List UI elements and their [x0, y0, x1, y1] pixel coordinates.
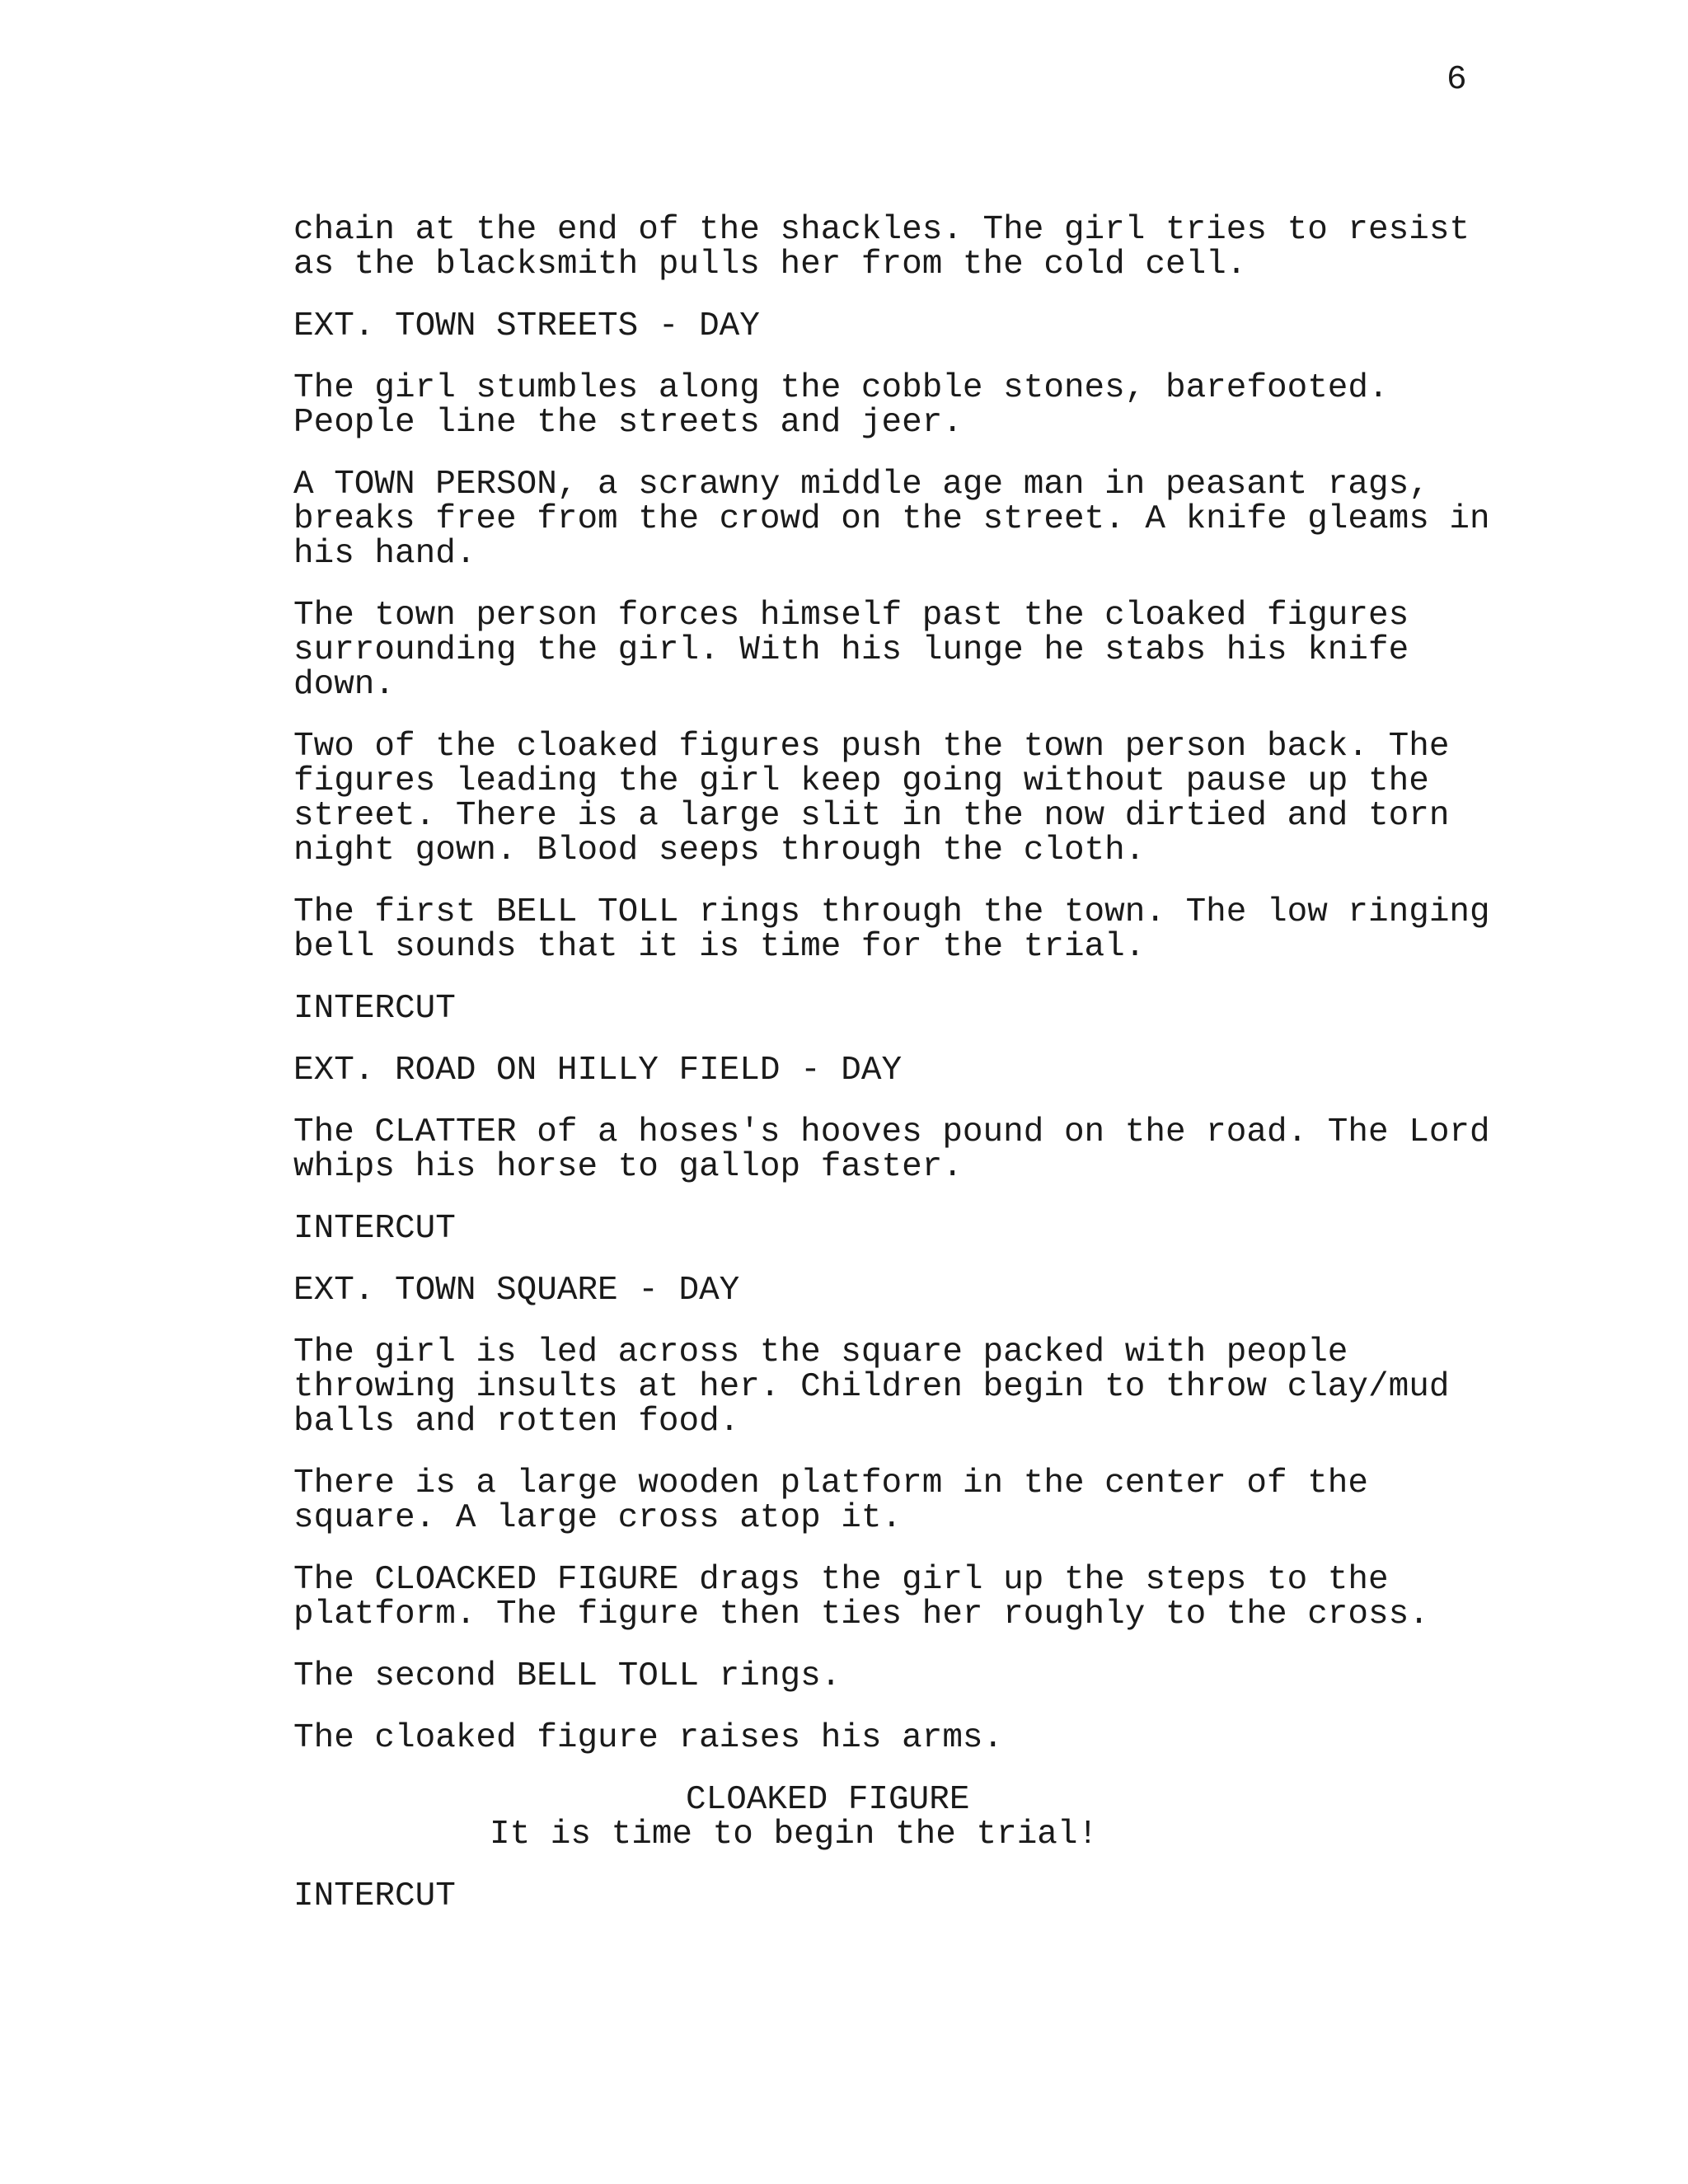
scene-heading: EXT. TOWN SQUARE - DAY: [293, 1272, 740, 1310]
dialogue-line: It is time to begin the trial!: [490, 1816, 1099, 1854]
action-paragraph: The first BELL TOLL rings through the town. The low ringing bell sounds that it is time for the trial.: [293, 893, 1490, 966]
action-paragraph: The second BELL TOLL rings.: [293, 1657, 842, 1695]
page-number: 6: [1447, 61, 1467, 99]
action-paragraph: chain at the end of the shackles. The girl tries to resist as the blacksmith pulls her from the cold cell.: [293, 211, 1470, 284]
action-paragraph: A TOWN PERSON, a scrawny middle age man in peasant rags, breaks free from the crowd on the street. A knife gleams in his hand.: [293, 466, 1490, 573]
action-paragraph: There is a large wooden platform in the center of the square. A large cross atop it.: [293, 1465, 1369, 1537]
action-paragraph: The girl is led across the square packed with people throwing insults at her. Children begin to throw clay/mud balls and rotten food.: [293, 1333, 1450, 1441]
action-paragraph: The CLATTER of a hoses's hooves pound on the road. The Lord whips his horse to gallop faster.: [293, 1113, 1490, 1186]
transition: INTERCUT: [293, 990, 456, 1028]
character-name: CLOAKED FIGURE: [686, 1781, 970, 1819]
transition: INTERCUT: [293, 1877, 456, 1915]
scene-heading: EXT. TOWN STREETS - DAY: [293, 307, 760, 345]
action-paragraph: The town person forces himself past the cloaked figures surrounding the girl. With his lunge he stabs his knife down.: [293, 597, 1409, 704]
action-paragraph: The CLOACKED FIGURE drags the girl up the steps to the platform. The figure then ties her roughly to the cross.: [293, 1561, 1429, 1633]
action-paragraph: Two of the cloaked figures push the town person back. The figures leading the girl keep going without pause up the street. There is a large slit in the now dirtied and torn night gown. Blood seeps through the cloth.: [293, 728, 1450, 869]
action-paragraph: The girl stumbles along the cobble stones, barefooted. People line the streets and jeer.: [293, 369, 1389, 442]
action-paragraph: The cloaked figure raises his arms.: [293, 1719, 1004, 1757]
transition: INTERCUT: [293, 1210, 456, 1248]
script-body: [293, 213, 1489, 1941]
scene-heading: EXT. ROAD ON HILLY FIELD - DAY: [293, 1052, 903, 1090]
